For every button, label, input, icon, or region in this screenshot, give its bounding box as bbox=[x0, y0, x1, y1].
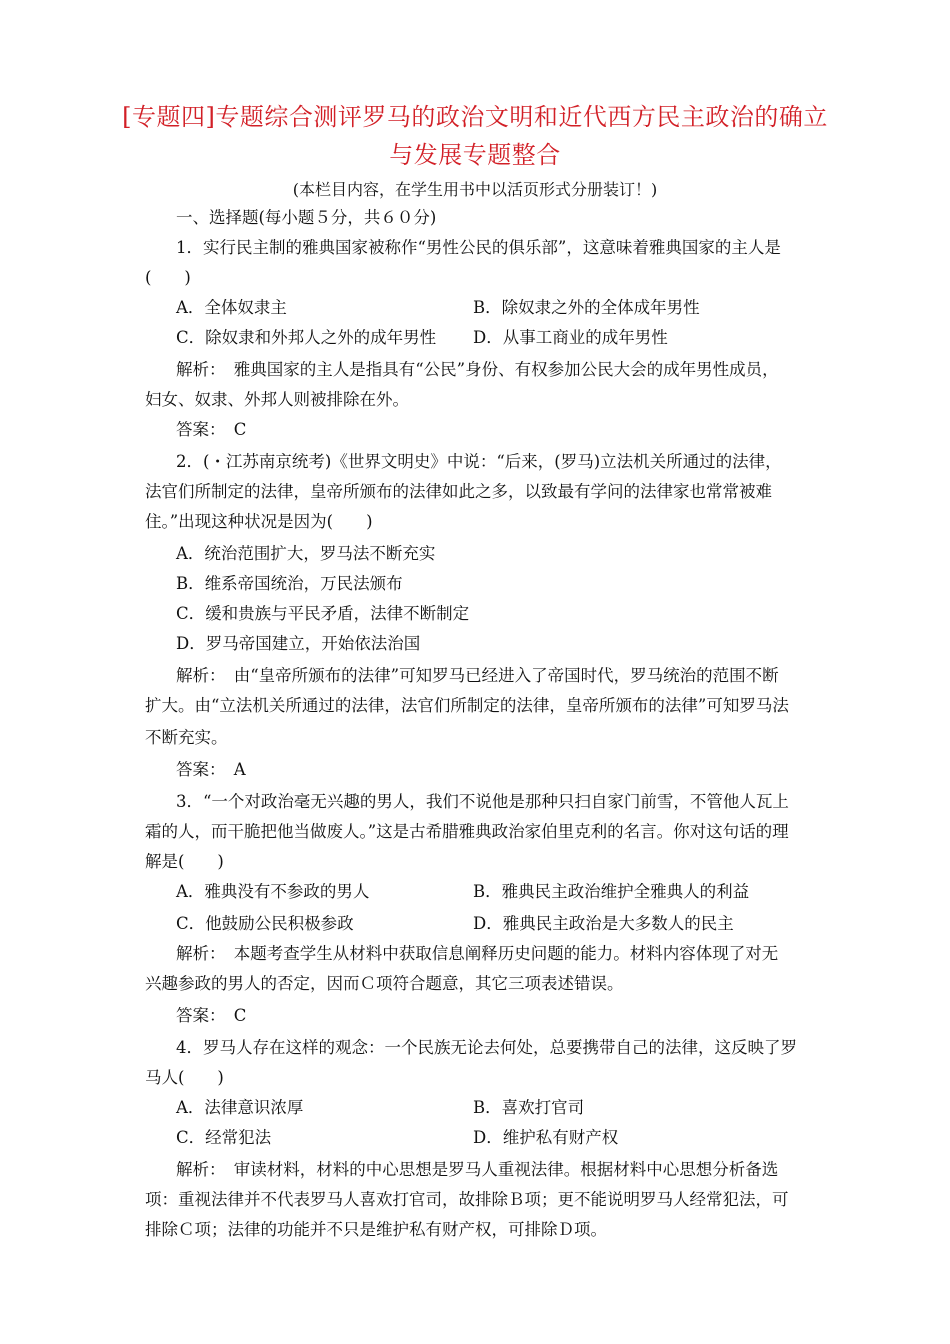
q4-explanation-line-1: 解析： 审读材料，材料的中心思想是罗马人重视法律。根据材料中心思想分析备选 bbox=[176, 1160, 779, 1179]
q2-stem-line-2: 法官们所制定的法律，皇帝所颁布的法律如此之多，以致最有学问的法律家也常常被难 bbox=[145, 482, 772, 501]
q4-option-a: A．法律意识浓厚 bbox=[176, 1098, 304, 1117]
q1-option-d: D．从事工商业的成年男性 bbox=[473, 328, 668, 347]
q3-stem-line-1: 3．“一个对政治毫无兴趣的男人，我们不说他是那种只扫自家门前雪，不管他人瓦上 bbox=[176, 792, 789, 811]
q3-option-c: C．他鼓励公民积极参政 bbox=[176, 914, 354, 933]
q4-explanation-line-3: 排除Ｃ项；法律的功能并不只是维护私有财产权，可排除Ｄ项。 bbox=[145, 1220, 607, 1239]
q2-explanation-line-1: 解析： 由“皇帝所颁布的法律”可知罗马已经进入了帝国时代，罗马统治的范围不断 bbox=[176, 666, 779, 685]
q1-answer: 答案： C bbox=[176, 420, 247, 439]
q3-explanation-line-2: 兴趣参政的男人的否定，因而Ｃ项符合题意，其它三项表述错误。 bbox=[145, 974, 624, 993]
q1-explanation-line-2: 妇女、奴隶、外邦人则被排除在外。 bbox=[145, 390, 409, 409]
q1-explanation-line-1: 解析： 雅典国家的主人是指具有“公民”身份、有权参加公民大会的成年男性成员， bbox=[176, 360, 779, 379]
q2-stem-line-3: 住。”出现这种状况是因为( ) bbox=[145, 512, 373, 531]
section-heading: 一、选择题(每小题５分，共６０分) bbox=[176, 208, 437, 227]
binding-note: (本栏目内容，在学生用书中以活页形式分册装订！) bbox=[292, 180, 658, 199]
q2-option-c: C．缓和贵族与平民矛盾，法律不断制定 bbox=[176, 604, 470, 623]
q2-stem-line-1: 2．(・江苏南京统考)《世界文明史》中说：“后来，(罗马)立法机关所通过的法律， bbox=[176, 452, 782, 471]
q3-option-a: A．雅典没有不参政的男人 bbox=[176, 882, 370, 901]
q4-option-c: C．经常犯法 bbox=[176, 1128, 272, 1147]
q3-explanation-line-1: 解析： 本题考查学生从材料中获取信息阐释历史问题的能力。材料内容体现了对无 bbox=[176, 944, 779, 963]
q3-stem-line-2: 霜的人，而干脆把他当做废人。”这是古希腊雅典政治家伯里克利的名言。你对这句话的理 bbox=[145, 822, 789, 841]
q2-explanation-line-2: 扩大。由“立法机关所通过的法律，法官们所制定的法律，皇帝所颁布的法律”可知罗马法 bbox=[145, 696, 789, 715]
q3-stem-line-3: 解是( ) bbox=[145, 852, 224, 871]
q3-option-d: D．雅典民主政治是大多数人的民主 bbox=[473, 914, 734, 933]
q1-stem-line-1: 1．实行民主制的雅典国家被称作“男性公民的俱乐部”，这意味着雅典国家的主人是 bbox=[176, 238, 781, 257]
q1-option-a: A．全体奴隶主 bbox=[176, 298, 287, 317]
q4-stem-line-2: 马人( ) bbox=[145, 1068, 224, 1087]
q1-option-b: B．除奴隶之外的全体成年男性 bbox=[473, 298, 700, 317]
document-title-line-2: 与发展专题整合 bbox=[389, 141, 561, 169]
q4-option-b: B．喜欢打官司 bbox=[473, 1098, 585, 1117]
q3-answer: 答案： C bbox=[176, 1006, 247, 1025]
q1-stem-line-2: ( ) bbox=[145, 268, 191, 287]
q2-explanation-line-3: 不断充实。 bbox=[145, 728, 228, 747]
q2-answer: 答案： A bbox=[176, 760, 246, 779]
q4-stem-line-1: 4．罗马人存在这样的观念：一个民族无论去何处，总要携带自己的法律，这反映了罗 bbox=[176, 1038, 797, 1057]
q4-option-d: D．维护私有财产权 bbox=[473, 1128, 619, 1147]
q2-option-d: D．罗马帝国建立，开始依法治国 bbox=[176, 634, 421, 653]
q4-explanation-line-2: 项：重视法律并不代表罗马人喜欢打官司，故排除Ｂ项；更不能说明罗马人经常犯法，可 bbox=[145, 1190, 789, 1209]
q3-option-b: B．雅典民主政治维护全雅典人的利益 bbox=[473, 882, 750, 901]
q2-option-b: B．维系帝国统治，万民法颁布 bbox=[176, 574, 403, 593]
q2-option-a: A．统治范围扩大，罗马法不断充实 bbox=[176, 544, 436, 563]
q1-option-c: C．除奴隶和外邦人之外的成年男性 bbox=[176, 328, 437, 347]
document-title-line-1: [专题四]专题综合测评罗马的政治文明和近代西方民主政治的确立 bbox=[122, 103, 828, 131]
